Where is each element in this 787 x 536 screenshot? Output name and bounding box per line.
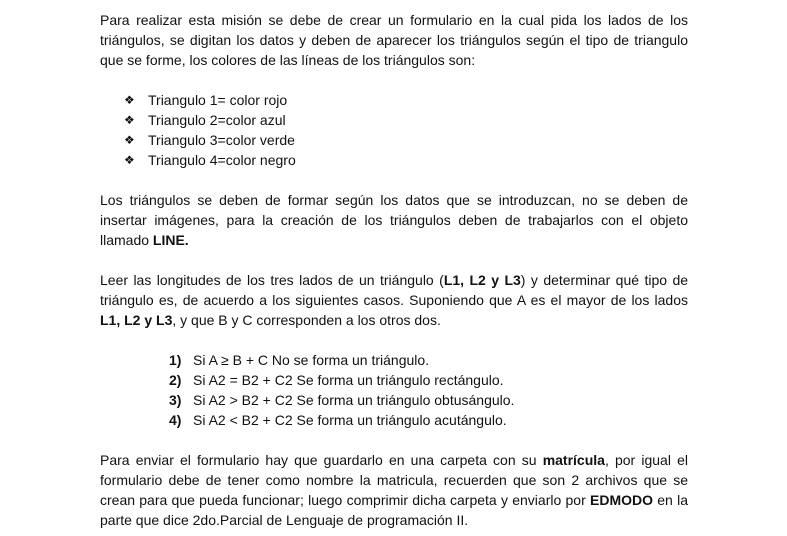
intro-paragraph: Para realizar esta misión se debe de crear un formulario en la cual pida los lados de los triángulos, se digitan los datos y deben de aparecer los triángulos según el tipo de triangulo que se forme, los colores de las líneas de los triángulos son: <box>100 12 688 68</box>
list-item-text: Triangulo 1= color rojo <box>148 92 288 108</box>
paragraph-text: Para enviar el formulario hay que guardarlo en una carpeta con su <box>100 452 543 468</box>
edmodo-keyword: EDMODO <box>590 492 654 508</box>
case-item <box>169 410 688 430</box>
sides-keyword: L1, L2 y L3 <box>100 312 173 328</box>
line-keyword: LINE. <box>152 232 189 248</box>
case-item <box>169 350 688 370</box>
list-item <box>124 90 688 110</box>
sides-keyword: L1, L2 y L3 <box>443 272 521 288</box>
list-item <box>124 110 688 130</box>
paragraph-text: en la parte que dice 2do.Parcial de Lenguaje de programación II. <box>100 492 688 528</box>
list-item <box>124 150 688 170</box>
case-number: 3) <box>169 392 182 408</box>
case-text: Si A2 = B2 + C2 Se forma un triángulo rectángulo. <box>193 372 504 388</box>
cases-list <box>100 350 688 430</box>
paragraph-text: , por igual el formulario debe de tener como nombre la matricula, recuerden que son 2 archivos que se crean para que pueda funcionar; luego comprimir dicha carpeta y enviarlo por <box>100 452 688 508</box>
spacer <box>100 250 688 270</box>
spacer <box>100 170 688 190</box>
submission-paragraph <box>100 450 688 530</box>
matricula-keyword: matrícula <box>542 452 605 468</box>
case-number: 1) <box>169 352 182 368</box>
list-item-text: Triangulo 4=color negro <box>148 152 296 168</box>
spacer <box>100 430 688 450</box>
case-item <box>169 390 688 410</box>
list-item-text: Triangulo 3=color verde <box>148 132 295 148</box>
diamond-bullet-icon: ❖ <box>124 133 135 147</box>
sides-paragraph <box>100 270 688 330</box>
diamond-bullet-icon: ❖ <box>124 93 135 107</box>
diamond-bullet-icon: ❖ <box>124 153 135 167</box>
paragraph-text: ) y determinar qué tipo de triángulo es, de acuerdo a los siguientes casos. Suponiendo que A es el mayor de los lados <box>100 272 689 308</box>
case-number: 4) <box>169 412 182 428</box>
diamond-bullet-icon: ❖ <box>124 113 135 127</box>
case-number: 2) <box>169 372 182 388</box>
case-text: Si A2 < B2 + C2 Se forma un triángulo acutángulo. <box>193 412 507 428</box>
list-item-text: Triangulo 2=color azul <box>148 112 286 128</box>
line-object-paragraph <box>100 190 688 250</box>
paragraph-text: Leer las longitudes de los tres lados de un triángulo ( <box>100 272 444 288</box>
list-item <box>124 130 688 150</box>
spacer <box>100 70 688 90</box>
case-text: Si A2 > B2 + C2 Se forma un triángulo obtusángulo. <box>193 392 515 408</box>
spacer <box>100 330 688 350</box>
case-item <box>169 370 688 390</box>
document-page <box>100 10 688 530</box>
paragraph-text: Los triángulos se deben de formar según los datos que se introduzcan, no se deben de insertar imágenes, para la creación de los triángulos deben de trabajarlos con el objeto llamado <box>100 192 688 248</box>
triangle-color-list <box>100 90 688 170</box>
paragraph-text: , y que B y C corresponden a los otros dos. <box>172 312 441 328</box>
case-text: Si A ≥ B + C No se forma un triángulo. <box>193 352 430 368</box>
